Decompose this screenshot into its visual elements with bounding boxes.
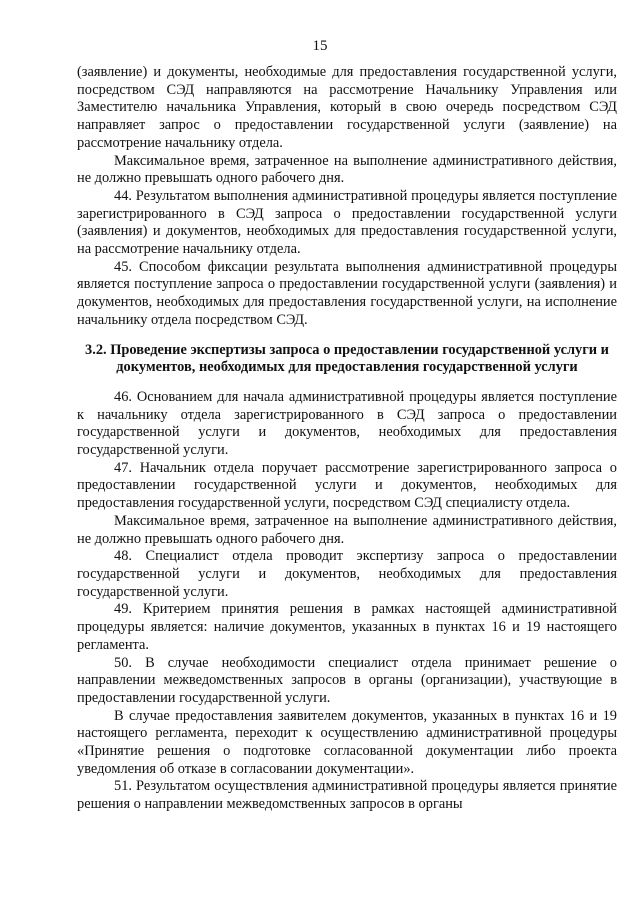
paragraph-max-time-2: Максимальное время, затраченное на выполнение административного действия, не должно превышать одного рабочего дня.: [77, 512, 617, 547]
paragraph-46: 46. Основанием для начала административной процедуры является поступление к начальнику отдела зарегистрированного в СЭД запроса о предоставлении государственной услуги и документов, необходимых для предоставления государственной услуги.: [77, 388, 617, 459]
paragraph-47: 47. Начальник отдела поручает рассмотрение зарегистрированного запроса о предоставлении государственной услуги и документов, необходимых для предоставления государственной услуги, посредством СЭД специалисту отдела.: [77, 459, 617, 512]
paragraph-continuation: (заявление) и документы, необходимые для предоставления государственной услуги, посредством СЭД направляются на рассмотрение Начальнику Управления или Заместителю начальника Управления, который в свою очередь посредством СЭД направляет запрос о предоставлении государственной услуги (заявление) на рассмотрение начальнику отдела.: [77, 64, 617, 151]
paragraph-50-continued: В случае предоставления заявителем документов, указанных в пунктах 16 и 19 настоящего регламента, переходит к осуществлению административной процедуры «Принятие решения о подготовке согласованной документации либо проекта уведомления об отказе в согласовании документации».: [77, 707, 617, 777]
paragraph-50: 50. В случае необходимости специалист отдела принимает решение о направлении межведомственных запросов в органы (организации), участвующие в предоставлении государственной услуги.: [77, 654, 617, 706]
paragraph-51: 51. Результатом осуществления административной процедуры является принятие решения о направлении межведомственных запросов в органы: [77, 778, 617, 813]
document-body: [77, 64, 617, 814]
paragraph-max-time: Максимальное время, затраченное на выполнение административного действия, не должно превышать одного рабочего дня.: [77, 152, 617, 187]
paragraph-45: 45. Способом фиксации результата выполнения административной процедуры является поступление запроса о предоставлении государственной услуги (заявления) и документов, необходимых для предоставления государственной услуги, на исполнение начальнику отдела посредством СЭД.: [77, 258, 617, 328]
page-number: 15: [312, 38, 328, 54]
paragraph-48: 48. Специалист отдела проводит экспертизу запроса о предоставлении государственной услуги и документов, необходимых для предоставления государственной услуги.: [77, 548, 617, 600]
paragraph-49: 49. Критерием принятия решения в рамках настоящей административной процедуры является: наличие документов, указанных в пунктах 16 и 19 настоящего регламента.: [77, 601, 617, 653]
section-heading: 3.2. Проведение экспертизы запроса о предоставлении государственной услуги и документов, необходимых для предоставления государственной услуги: [85, 341, 609, 376]
paragraph-44: 44. Результатом выполнения административной процедуры является поступление зарегистрированного в СЭД запроса о предоставлении государственной услуги (заявления) и документов, необходимых для предоставления государственной услуги, на рассмотрение начальнику отдела.: [77, 187, 617, 258]
